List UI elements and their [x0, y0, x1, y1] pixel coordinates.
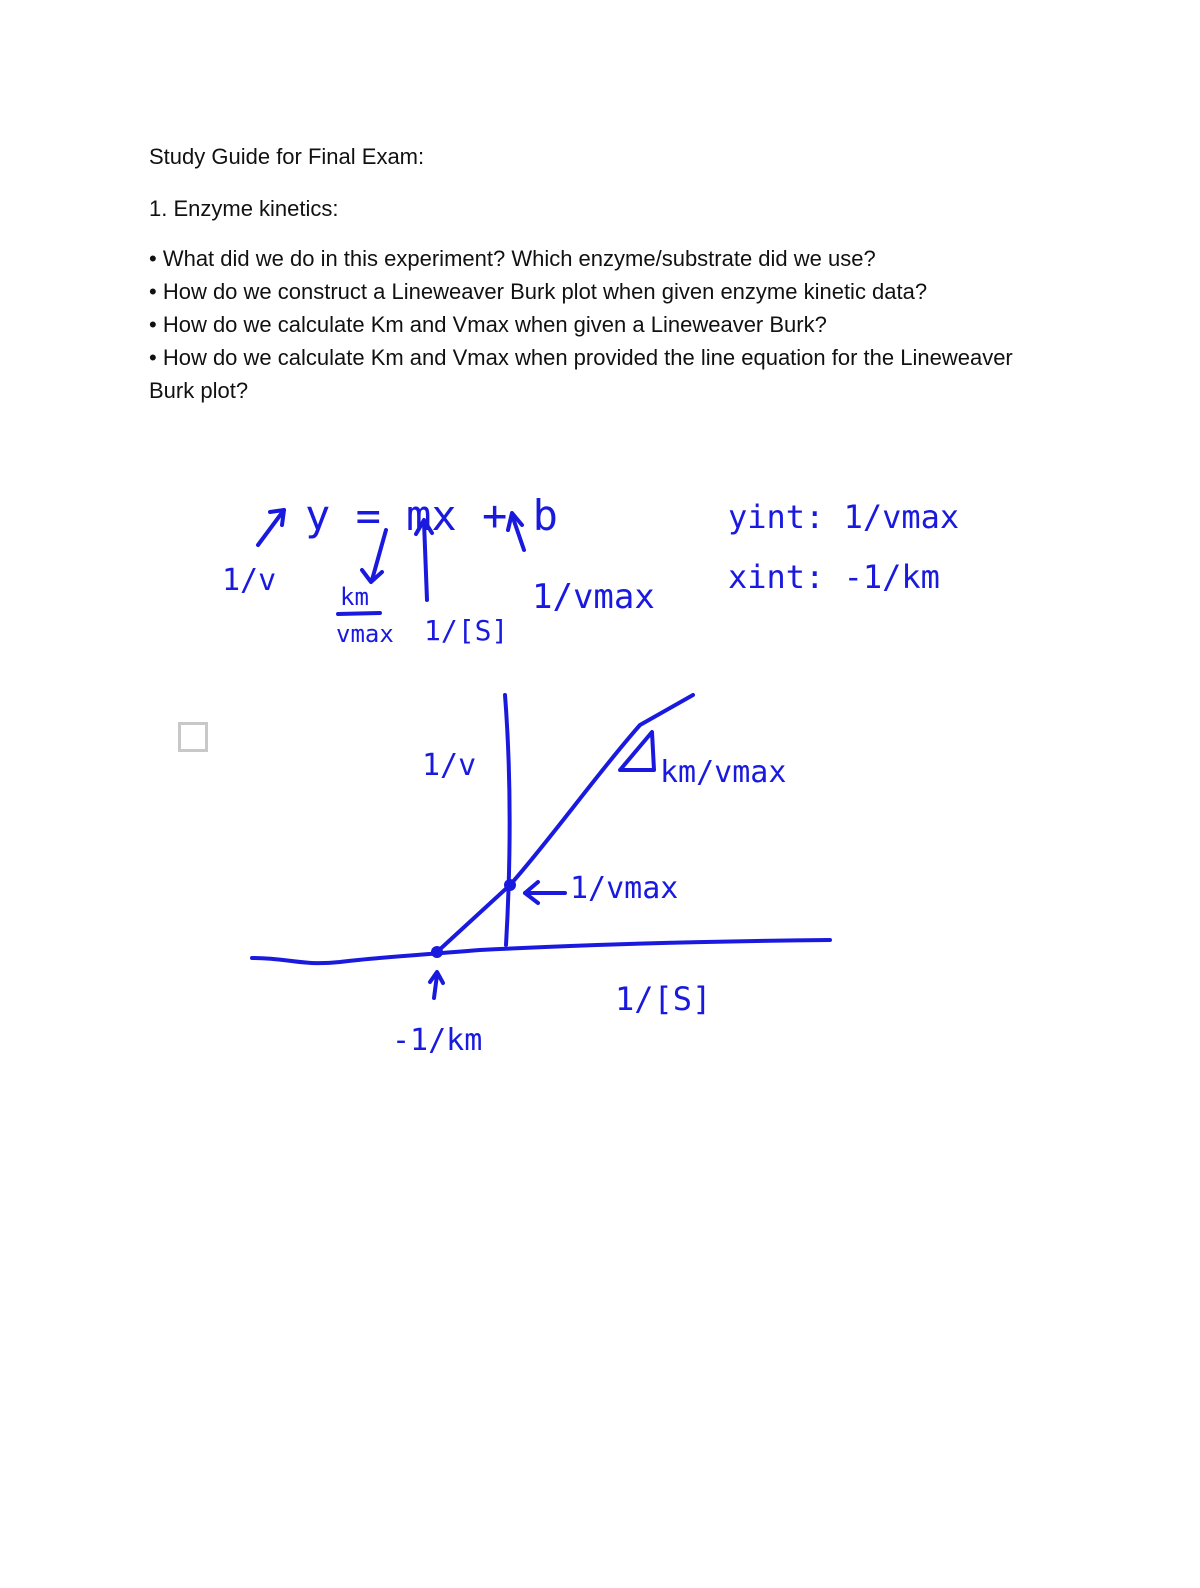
xint-text: xint: -1/km [728, 558, 940, 596]
b-label-text: 1/vmax [532, 577, 655, 617]
document-title: Study Guide for Final Exam: [149, 144, 425, 169]
graph-y-axis-label: 1/v [422, 748, 477, 783]
x-axis-line [252, 940, 830, 963]
m-denominator-text: vmax [336, 620, 394, 648]
lb-line [437, 695, 693, 952]
checkbox[interactable] [178, 722, 208, 752]
equation-text: y = mx + b [305, 491, 558, 540]
y-label-text: 1/v [222, 563, 277, 598]
question-item: • How do we construct a Lineweaver Burk plot when given enzyme kinetic data? [149, 279, 928, 304]
graph-slope-label: km/vmax [660, 755, 787, 790]
slope-triangle [620, 732, 654, 770]
question-item: • What did we do in this experiment? Which enzyme/substrate did we use? [149, 246, 876, 271]
fraction-bar [338, 613, 380, 614]
graph-x-axis-label: 1/[S] [615, 980, 712, 1018]
graph-yint-label: 1/vmax [570, 871, 679, 906]
x-intercept-point [431, 946, 443, 958]
section-heading: 1. Enzyme kinetics: [149, 196, 339, 221]
y-axis-line [505, 695, 510, 945]
m-numerator-text: km [340, 583, 369, 611]
x-label-text: 1/[S] [424, 614, 509, 647]
question-item: • How do we calculate Km and Vmax when given a Lineweaver Burk? [149, 312, 827, 337]
yint-text: yint: 1/vmax [728, 498, 960, 536]
arrow-to-y [258, 510, 284, 545]
question-item: • How do we calculate Km and Vmax when provided the line equation for the Lineweaver Burk plot? [149, 345, 1013, 403]
graph-xint-label: -1/km [392, 1023, 483, 1058]
y-intercept-point [504, 879, 516, 891]
